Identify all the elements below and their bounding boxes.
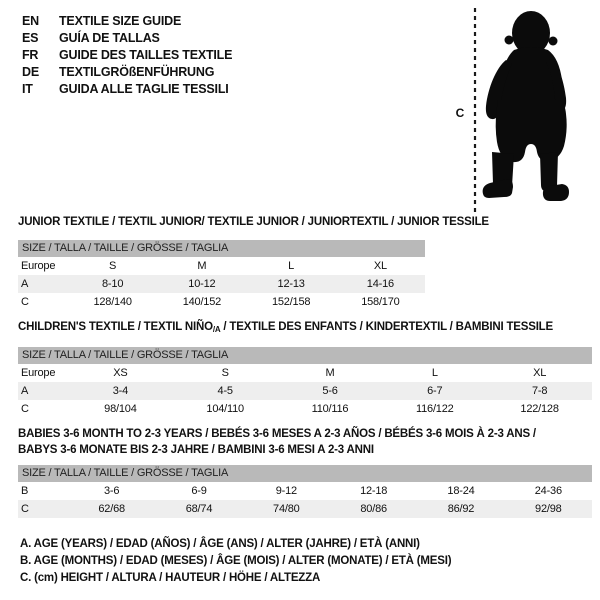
size-cell: 24-36 [534,485,562,497]
table-row-europe [18,257,425,275]
lang-row-en [22,13,232,30]
size-cell: 98/104 [104,403,137,415]
row-label: C [21,403,29,415]
title-text: / TEXTILE DES ENFANTS / KINDERTEXTIL / BAMBINI TESSILE [220,321,553,333]
size-cell: 12-18 [360,485,388,497]
babies-size-table [18,465,592,518]
note-a: A. AGE (YEARS) / EDAD (AÑOS) / ÂGE (ANS) / ALTER (JAHRE) / ETÀ (ANNI) [20,538,420,550]
table-row-age [18,275,425,293]
title-text: CHILDREN'S TEXTILE / TEXTIL NIÑO [18,321,213,333]
size-cell: S [109,260,117,272]
lang-label: TEXTILGRÖßENFÜHRUNG [59,65,215,79]
size-cell: S [221,367,229,379]
lang-code: EN [22,14,39,28]
lang-code: ES [22,31,39,45]
size-cell: 104/110 [206,403,244,415]
lang-row-it [22,81,232,98]
lang-row-fr [22,47,232,64]
row-label: B [21,485,29,497]
size-cell: 3-6 [104,485,120,497]
table-row-europe [18,364,592,382]
lang-label: GUIDA ALLE TAGLIE TESSILI [59,82,229,96]
size-cell: 18-24 [447,485,475,497]
size-header-band [18,240,425,257]
size-cell: 6-9 [191,485,207,497]
title-subscript: /A [212,325,221,334]
row-label: Europe [21,367,56,379]
size-cell: M [197,260,207,272]
size-cell: 80/86 [330,500,417,518]
size-cell: XS [113,367,128,379]
size-header-band [18,347,592,364]
size-header-label: SIZE / TALLA / TAILLE / GRÖSSE / TAGLIA [18,347,592,364]
row-label: C [18,500,68,518]
size-cell: 9-12 [275,485,297,497]
lang-label: TEXTILE SIZE GUIDE [59,14,182,28]
lang-row-es [22,30,232,47]
size-cell: 92/98 [505,500,592,518]
size-cell: L [288,260,295,272]
toddler-silhouette-icon [476,4,576,217]
table-row-height [18,500,592,518]
size-cell: 152/158 [271,296,311,308]
size-cell: 74/80 [243,500,330,518]
size-cell: 86/92 [417,500,504,518]
lang-code: DE [22,65,39,79]
table-row-age [18,382,592,400]
legend-notes [20,536,451,587]
size-cell: 110/116 [311,403,349,415]
size-cell: 122/128 [520,403,559,415]
size-cell: 5-6 [278,382,383,400]
note-c: C. (cm) HEIGHT / ALTURA / HAUTEUR / HÖHE / ALTEZZA [20,572,321,584]
size-header-label: SIZE / TALLA / TAILLE / GRÖSSE / TAGLIA [18,240,425,257]
size-cell: 140/152 [182,296,222,308]
note-b: B. AGE (MONTHS) / EDAD (MESES) / ÂGE (MOIS) / ALTER (MONATE) / ETÀ (MESI) [20,555,452,567]
table-row-height [18,293,425,311]
size-cell: 68/74 [155,500,242,518]
size-header-label: SIZE / TALLA / TAILLE / GRÖSSE / TAGLIA [18,465,592,482]
babies-table-title [18,426,590,458]
row-label: C [21,296,29,308]
size-cell: 128/140 [93,296,132,308]
row-label: A [18,275,68,293]
lang-row-de [22,64,232,81]
size-cell: XL [533,367,547,379]
size-cell: 4-5 [173,382,278,400]
junior-size-table [18,240,425,311]
size-header-band [18,465,592,482]
size-cell: M [325,367,335,379]
lang-code: IT [22,82,33,96]
language-header [22,13,232,98]
table-row-height [18,400,592,418]
row-label: Europe [21,260,56,272]
size-cell: 8-10 [68,275,157,293]
lang-label: GUIDE DES TAILLES TEXTILE [59,48,233,62]
children-table-title [18,321,553,334]
size-cell: 3-4 [68,382,173,400]
size-cell: 14-16 [336,275,425,293]
size-cell: 116/122 [416,403,454,415]
title-line-1: BABIES 3-6 MONTH TO 2-3 YEARS / BEBÉS 3-6 MESES A 2-3 AÑOS / BÉBÉS 3-6 MOIS À 2-3 ANS / [18,428,536,440]
junior-table-title: JUNIOR TEXTILE / TEXTIL JUNIOR/ TEXTILE JUNIOR / JUNIORTEXTIL / JUNIOR TESSILE [18,216,489,228]
lang-code: FR [22,48,39,62]
height-marker-label: C [455,106,465,120]
children-size-table [18,347,592,418]
size-cell: 62/68 [68,500,155,518]
size-cell: 12-13 [247,275,336,293]
size-cell: 158/170 [361,296,400,308]
size-cell: L [431,367,438,379]
size-cell: XL [373,260,387,272]
row-label: A [18,382,68,400]
size-cell: 7-8 [487,382,592,400]
lang-label: GUÍA DE TALLAS [59,31,160,45]
size-cell: 6-7 [382,382,487,400]
title-line-2: BABYS 3-6 MONATE BIS 2-3 JAHRE / BAMBINI 3-6 MESI A 2-3 ANNI [18,444,374,456]
size-cell: 10-12 [157,275,246,293]
table-row-age-months [18,482,592,500]
